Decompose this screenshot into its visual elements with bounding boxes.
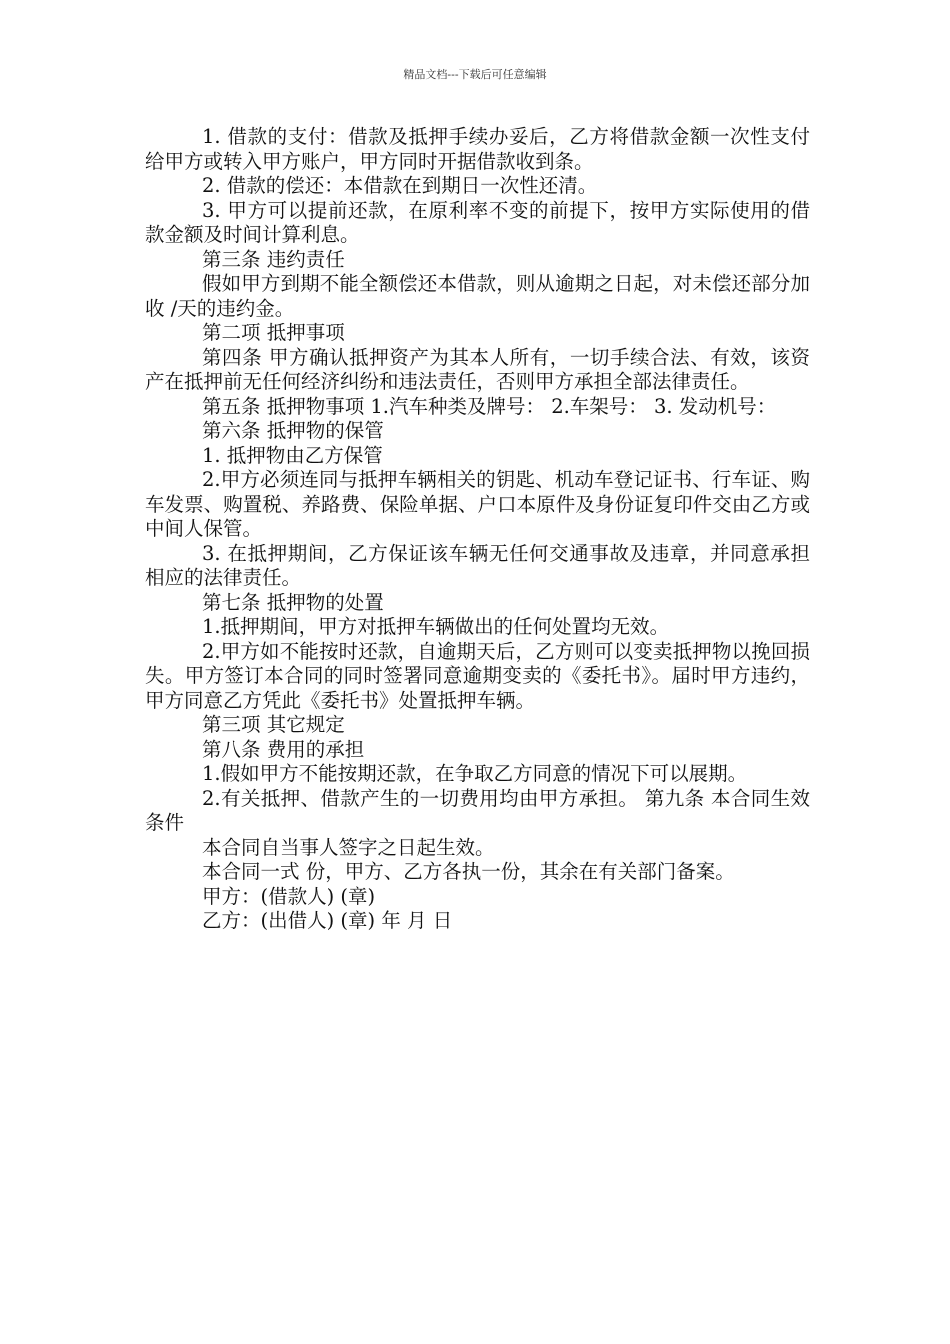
paragraph: 3. 在抵押期间，乙方保证该车辆无任何交通事故及违章，并同意承担相应的法律责任。 xyxy=(145,541,810,589)
paragraph: 2.有关抵押、借款产生的一切费用均由甲方承担。 第九条 本合同生效条件 xyxy=(145,786,810,834)
paragraph: 3. 甲方可以提前还款，在原利率不变的前提下，按甲方实际使用的借款金额及时间计算利息。 xyxy=(145,198,810,246)
section-heading: 第二项 抵押事项 xyxy=(202,321,345,344)
paragraph: 第五条 抵押物事项 1.汽车种类及牌号： 2.车架号： 3. 发动机号： xyxy=(202,394,777,418)
paragraph: 1.抵押期间，甲方对抵押车辆做出的任何处置均无效。 xyxy=(202,615,670,638)
section-heading: 第七条 抵押物的处置 xyxy=(202,590,384,614)
section-heading: 第八条 费用的承担 xyxy=(202,737,365,761)
paragraph: 本合同自当事人签字之日起生效。 xyxy=(202,835,495,859)
signature-line-party-a: 甲方：(借款人) (章) xyxy=(202,884,376,908)
paragraph: 第四条 甲方确认抵押资产为其本人所有，一切手续合法、有效，该资产在抵押前无任何经济纠纷和违法责任，否则甲方承担全部法律责任。 xyxy=(145,345,810,393)
paragraph: 2. 借款的偿还：本借款在到期日一次性还清。 xyxy=(202,174,598,197)
section-heading: 第三项 其它规定 xyxy=(202,713,345,736)
paragraph: 本合同一式 份，甲方、乙方各执一份，其余在有关部门备案。 xyxy=(202,860,735,883)
section-heading: 第六条 抵押物的保管 xyxy=(202,419,384,442)
paragraph: 2.甲方如不能按时还款，自逾期天后，乙方则可以变卖抵押物以挽回损失。甲方签订本合同的同时签署同意逾期变卖的《委托书》。届时甲方违约，甲方同意乙方凭此《委托书》处置抵押车辆。 xyxy=(145,639,810,712)
page-header: 精品文档---下载后可任意编辑 xyxy=(403,68,547,81)
document-body xyxy=(145,125,810,934)
signature-line-party-b: 乙方：(出借人) (章) 年 月 日 xyxy=(202,909,453,932)
paragraph: 2.甲方必须连同与抵押车辆相关的钥匙、机动车登记证书、行车证、购车发票、购置税、养路费、保险单据、户口本原件及身份证复印件交由乙方或中间人保管。 xyxy=(145,468,810,540)
section-heading: 第三条 违约责任 xyxy=(202,247,345,271)
paragraph: 1. 借款的支付：借款及抵押手续办妥后，乙方将借款金额一次性支付给甲方或转入甲方账户，甲方同时开据借款收到条。 xyxy=(145,125,810,173)
paragraph: 1. 抵押物由乙方保管 xyxy=(202,443,383,467)
paragraph: 1.假如甲方不能按期还款，在争取乙方同意的情况下可以展期。 xyxy=(202,762,748,785)
paragraph: 假如甲方到期不能全额偿还本借款，则从逾期之日起，对未偿还部分加收 /天的违约金。 xyxy=(145,272,810,320)
